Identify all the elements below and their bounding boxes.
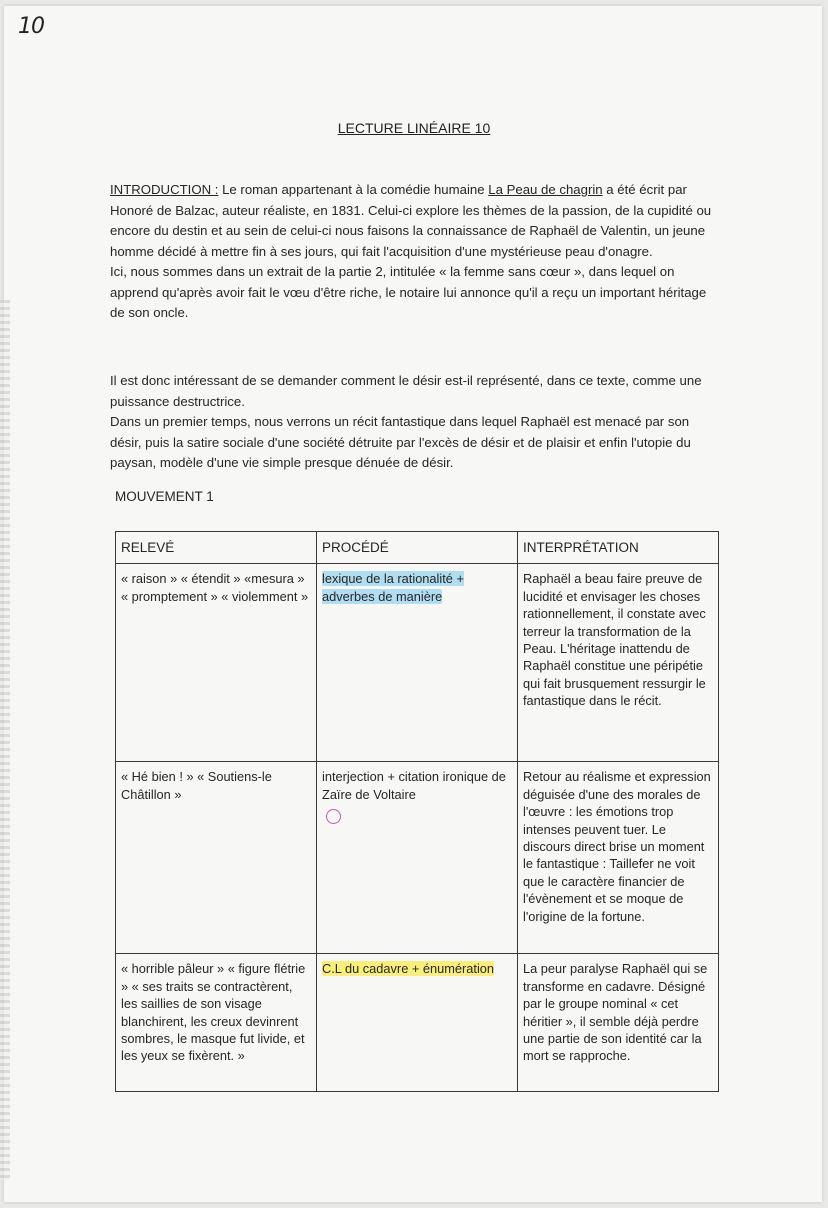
binder-edge [0, 300, 10, 1180]
cell-procede [317, 954, 518, 1092]
cell-interpretation: La peur paralyse Raphaël qui se transforme en cadavre. Désigné par le groupe nominal « cet héritier », il semble déjà perdre une partie de son identité car la mort se rapproche. [518, 954, 719, 1092]
table-row [116, 762, 719, 954]
book-title: La Peau de chagrin [488, 182, 603, 197]
pen-circle-icon [326, 809, 341, 824]
introduction-text-2: a été écrit par Honoré de Balzac, auteur réaliste, en 1831. Celui-ci explore les thèmes de la passion, de la cupidité ou encore du destin et au sein de celui-ci nous faisons la connaissance de Raphaël de Valentin, un jeune homme décidé à mettre fin à ses jours, qui fait l'acquisition d'une mystérieuse peau d'onagre. [110, 182, 712, 259]
introduction-paragraph [110, 180, 715, 324]
table-row [116, 564, 719, 762]
cell-releve: « Hé bien ! » « Soutiens-le Châtillon » [116, 762, 317, 954]
highlighted-procede: lexique de la rationalité + adverbes de manière [322, 571, 464, 604]
cell-releve: « raison » « étendit » «mesura » « promptement » « violemment » [116, 564, 317, 762]
header-interpretation: INTERPRÉTATION [518, 532, 719, 564]
handwritten-page-number: 10 [18, 14, 44, 39]
cell-interpretation: Raphaël a beau faire preuve de lucidité et envisager les choses rationnellement, il constate avec terreur la transformation de la Peau. L'héritage inattendu de Raphaël constitue une péripétie qui fait brusquement ressurgir le fantastique dans le récit. [518, 564, 719, 762]
introduction-text-1: Le roman appartenant à la comédie humaine [218, 182, 489, 197]
problematique-paragraph [110, 371, 715, 474]
problematique-text: Il est donc intéressant de se demander comment le désir est-il représenté, dans ce texte, comme une puissance destructrice. [110, 373, 702, 409]
section-heading: MOUVEMENT 1 [115, 489, 214, 504]
procede-text: interjection + citation ironique de Zaïre de Voltaire [322, 769, 506, 802]
highlighted-procede: C.L du cadavre + énumération [322, 961, 495, 977]
page-title: LECTURE LINÉAIRE 10 [337, 120, 491, 136]
header-releve: RELEVÉ [116, 532, 317, 564]
table-row [116, 954, 719, 1092]
cell-procede [317, 762, 518, 954]
introduction-text-3: Ici, nous sommes dans un extrait de la partie 2, intitulée « la femme sans cœur », dans lequel on apprend qu'après avoir fait le vœu d'être riche, le notaire lui annonce qu'il a reçu un important héritage de son oncle. [110, 264, 707, 320]
header-procede: PROCÉDÉ [317, 532, 518, 564]
cell-procede [317, 564, 518, 762]
analysis-table [115, 531, 719, 1092]
cell-releve: « horrible pâleur » « figure flétrie » « ses traits se contractèrent, les saillies de son visage blanchirent, les creux devinrent sombres, le masque fut livide, et les yeux se fixèrent. » [116, 954, 317, 1092]
plan-text: Dans un premier temps, nous verrons un récit fantastique dans lequel Raphaël est menacé par son désir, puis la satire sociale d'une société détruite par l'excès de désir et de plaisir et enfin l'utopie du paysan, modèle d'une vie simple presque dénuée de désir. [110, 414, 691, 470]
cell-interpretation: Retour au réalisme et expression déguisée d'une des morales de l'œuvre : les émotions trop intenses peuvent tuer. Le discours direct brise un moment le fantastique : Taillefer ne voit que le caractère financier de l'évènement et se moque de l'origine de la fortune. [518, 762, 719, 954]
table-header-row [116, 532, 719, 564]
introduction-label: INTRODUCTION : [110, 182, 219, 197]
